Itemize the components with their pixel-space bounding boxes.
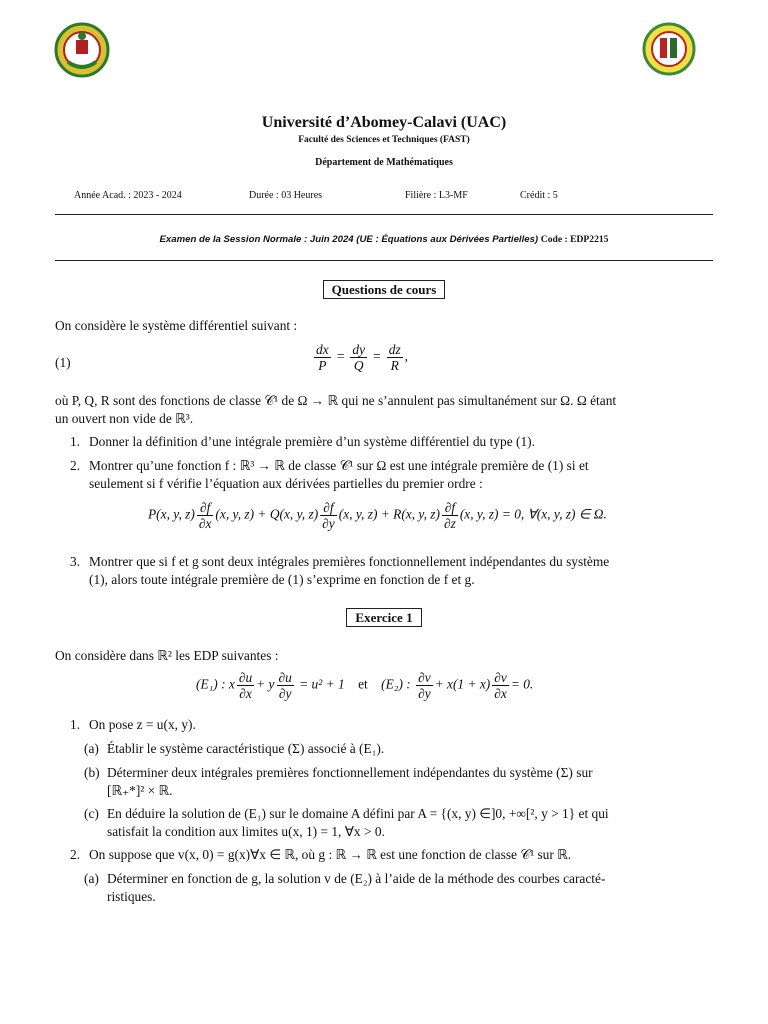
item-2a-line-2: ristiques. xyxy=(107,889,156,904)
question-2-line-1: Montrer qu’une fonction f : ℝ³ → ℝ de classe 𝒞¹ sur Ω est une intégrale première de (1) si et xyxy=(89,458,589,473)
exam-duration: Durée : 03 Heures xyxy=(249,190,323,201)
pde-equation: P(x, y, z) $\frac{\partial f}{\partial x}$ (x, y, z) + Q(x, y, z) $\frac{\partial f}{\partial y}$ (x, y, z) + R(x, y, z) $\frac{\partial f}{\partial z}$ (x, y, z) = 0, ∀(x, y, z) ∈ Ω. xyxy=(148,500,607,531)
system-equation: $\frac{dx}{P}$ = $\frac{dy}{Q}$ = $\frac{dz}{R}$ , xyxy=(316,342,409,373)
uac-logo xyxy=(54,22,110,78)
faculty-name: Faculté des Sciences et Techniques (FAST) xyxy=(298,135,470,145)
question-2-line-2: seulement si f vérifie l’équation aux dérivées partielles du premier ordre : xyxy=(89,476,483,491)
fast-logo xyxy=(642,22,696,76)
item-1c-line-1: En déduire la solution de (E₁) sur le domaine A défini par A = {(x, y) ∈]0, +∞[², y > 1} et qui xyxy=(107,806,609,821)
course-text-1: où P, Q, R sont des fonctions de classe 𝒞¹ de Ω → ℝ qui ne s’annulent pas simultanément sur Ω. Ω étant xyxy=(55,393,617,408)
item-1c-line-2: satisfait la condition aux limites u(x, 1) = 1, ∀x > 0. xyxy=(107,824,385,839)
course-code: Code : EDP2215 xyxy=(540,234,609,245)
credit: Crédit : 5 xyxy=(520,190,558,201)
item-1a: Établir le système caractéristique (Σ) associé à (E₁). xyxy=(107,741,385,756)
item-1b-line-1: Déterminer deux intégrales premières fonctionnellement indépendantes du système (Σ) sur xyxy=(107,765,593,780)
exam-line: Examen de la Session Normale : Juin 2024 (UE : Équations aux Dérivées Partielles) Code : EDP2215 xyxy=(159,234,609,245)
track: Filière : L3-MF xyxy=(405,190,468,201)
academic-year: Année Acad. : 2023 - 2024 xyxy=(74,190,182,201)
course-text-2: un ouvert non vide de ℝ³. xyxy=(55,411,194,426)
divider-bottom xyxy=(55,260,713,261)
exercise-item-1: On pose z = u(x, y). xyxy=(89,717,196,732)
department-name: Département de Mathématiques xyxy=(315,157,453,168)
item-2a-line-1: Déterminer en fonction de g, la solution v de (E₂) à l’aide de la méthode des courbes caracté- xyxy=(107,871,606,886)
university-title: Université d’Abomey-Calavi (UAC) xyxy=(261,114,507,131)
equation-label: (1) xyxy=(55,355,71,370)
course-intro: On considère le système différentiel suivant : xyxy=(55,318,298,333)
divider-top xyxy=(55,214,713,215)
exercise-item-2: On suppose que v(x, 0) = g(x)∀x ∈ ℝ, où g : ℝ → ℝ est une fonction de classe 𝒞¹ sur ℝ. xyxy=(89,847,572,862)
question-3-line-2: (1), alors toute intégrale première de (1) s’exprime en fonction de f et g. xyxy=(89,572,475,587)
pde-system: (E₁) : x $\frac{\partial u}{\partial x}$ + y $\frac{\partial u}{\partial y}$ = u² + 1 et (E₂) : $\frac{\partial v}{\partial y}$ + x(1 + x) $\frac{\partial v}{\partial x}$ = 0. xyxy=(196,670,534,701)
exercise-intro: On considère dans ℝ² les EDP suivantes : xyxy=(55,648,279,663)
exercise-heading: Exercice 1 xyxy=(346,608,421,627)
item-1b-line-2: [ℝ₊*]² × ℝ. xyxy=(107,783,173,798)
question-3-line-1: Montrer que si f et g sont deux intégrales premières fonctionnellement indépendantes du système xyxy=(89,554,610,569)
question-1: Donner la définition d’une intégrale première d’un système différentiel du type (1). xyxy=(89,434,535,449)
questions-heading: Questions de cours xyxy=(323,280,446,299)
